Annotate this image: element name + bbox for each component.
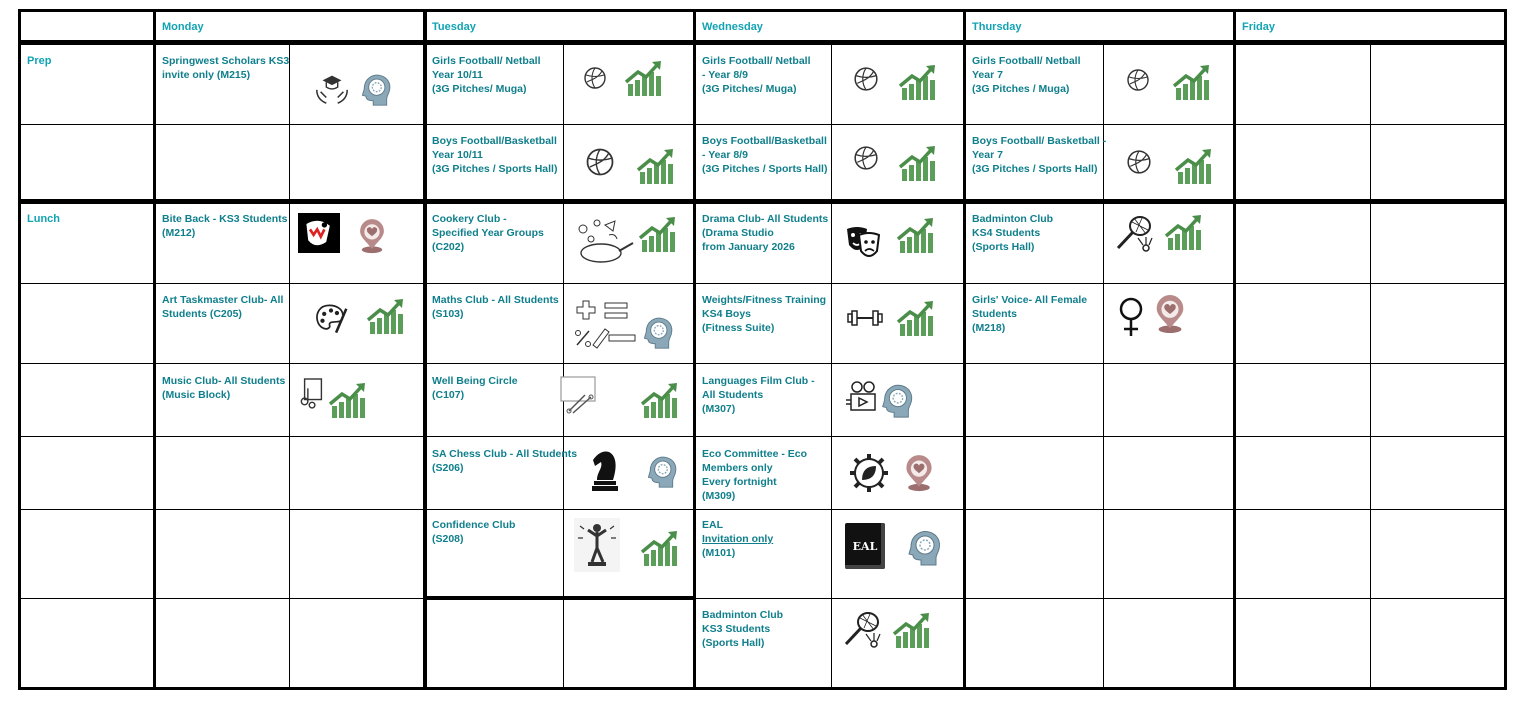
- eal-book-label: EAL: [852, 539, 878, 553]
- eal-book-icon: [844, 522, 886, 570]
- female-symbol-icon: [1116, 296, 1146, 338]
- head-brain-icon: [356, 70, 394, 108]
- wednesday-lunch-activity-5-room: (M101): [702, 547, 736, 559]
- badminton-icon: [1112, 212, 1156, 256]
- heart-pin-icon: [1150, 294, 1190, 336]
- monday-lunch-activity-3: Music Club- All Students (Music Block): [162, 375, 286, 401]
- growth-chart-icon: [636, 146, 676, 186]
- cookery-icon: [574, 214, 636, 268]
- growth-chart-icon: [640, 528, 680, 568]
- growth-chart-icon: [896, 298, 936, 338]
- heart-pin-icon: [900, 454, 938, 494]
- monday-lunch-activity-1: Bite Back - KS3 Students (M212): [162, 213, 288, 239]
- wednesday-lunch-activity-5-link[interactable]: Invitation only: [702, 533, 774, 545]
- monday-prep-activity: Springwest Scholars KS3 invite only (M215): [162, 55, 290, 81]
- music-notes-icon: [298, 376, 328, 410]
- growth-chart-icon: [898, 143, 938, 183]
- header-tuesday: Tuesday: [432, 21, 476, 33]
- header-thursday: Thursday: [972, 21, 1022, 33]
- header-monday: Monday: [162, 21, 204, 33]
- eco-gear-icon: [848, 452, 890, 494]
- growth-chart-icon: [328, 380, 368, 420]
- wednesday-lunch-activity-4: Eco Committee - Eco Members only Every fortnight (M309): [702, 448, 808, 502]
- netball-icon: [583, 66, 607, 90]
- growth-chart-icon: [366, 296, 406, 336]
- thursday-prep-activity-2: Boys Football/ Basketball - Year 7 (3G Pitches / Sports Hall): [972, 135, 1107, 175]
- tuesday-lunch-activity-5: Confidence Club (S208): [432, 519, 516, 545]
- maths-symbols-icon: [572, 294, 638, 356]
- wellbeing-tools-icon: [558, 375, 600, 415]
- tuesday-lunch-activity-3: Well Being Circle (C107): [432, 375, 518, 401]
- scholar-hands-icon: [312, 68, 352, 108]
- wednesday-lunch-activity-6: Badminton Club KS3 Students (Sports Hall): [702, 609, 784, 649]
- badminton-icon: [840, 608, 884, 652]
- wednesday-lunch-activity-3: Languages Film Club - All Students (M307): [702, 375, 815, 415]
- growth-chart-icon: [1164, 212, 1204, 252]
- head-brain-icon: [876, 380, 916, 420]
- football-icon: [1126, 149, 1152, 175]
- head-brain-icon: [638, 313, 676, 351]
- growth-chart-icon: [624, 58, 664, 98]
- confidence-pose-icon: [574, 518, 620, 572]
- wednesday-lunch-activity-1: Drama Club- All Students (Drama Studio from January 2026: [702, 213, 829, 253]
- header-wednesday: Wednesday: [702, 21, 763, 33]
- dumbbell-icon: [846, 308, 884, 328]
- growth-chart-icon: [638, 214, 678, 254]
- thursday-lunch-activity-2: Girls' Voice- All Female Students (M218): [972, 294, 1088, 334]
- netball-icon: [853, 66, 879, 92]
- row-label-lunch: Lunch: [27, 213, 60, 225]
- monday-lunch-activity-2: Art Taskmaster Club- All Students (C205): [162, 294, 284, 320]
- head-brain-icon: [902, 526, 944, 568]
- growth-chart-icon: [1172, 62, 1212, 102]
- tuesday-prep-activity-1: Girls Football/ Netball Year 10/11 (3G Pitches/ Muga): [432, 55, 541, 95]
- wednesday-lunch-activity-2: Weights/Fitness Training KS4 Boys (Fitness Suite): [702, 294, 827, 334]
- netball-icon: [1126, 68, 1150, 92]
- growth-chart-icon: [896, 215, 936, 255]
- row-label-prep: Prep: [27, 55, 52, 67]
- chess-knight-icon: [590, 448, 620, 492]
- tuesday-prep-activity-2: Boys Football/Basketball Year 10/11 (3G Pitches / Sports Hall): [432, 135, 558, 175]
- drama-masks-icon: [842, 222, 884, 262]
- bite-back-icon: [298, 213, 340, 253]
- wednesday-lunch-activity-5-title: EAL: [702, 519, 723, 531]
- tuesday-lunch-activity-4: SA Chess Club - All Students (S206): [432, 448, 578, 474]
- tuesday-lunch-activity-1: Cookery Club - Specified Year Groups (C202): [432, 213, 544, 253]
- heart-pin-icon: [354, 218, 390, 256]
- wednesday-prep-activity-2: Boys Football/Basketball - Year 8/9 (3G Pitches / Sports Hall): [702, 135, 828, 175]
- thursday-prep-activity-1: Girls Football/ Netball Year 7 (3G Pitches / Muga): [972, 55, 1081, 95]
- growth-chart-icon: [898, 62, 938, 102]
- growth-chart-icon: [892, 610, 932, 650]
- football-icon: [853, 145, 879, 171]
- tuesday-lunch-activity-2: Maths Club - All Students (S103): [432, 294, 559, 320]
- football-icon: [585, 147, 615, 177]
- growth-chart-icon: [1174, 146, 1214, 186]
- thursday-lunch-activity-1: Badminton Club KS4 Students (Sports Hall): [972, 213, 1054, 253]
- wednesday-prep-activity-1: Girls Football/ Netball - Year 8/9 (3G Pitches/ Muga): [702, 55, 811, 95]
- growth-chart-icon: [640, 380, 680, 420]
- head-brain-icon: [642, 452, 680, 490]
- palette-icon: [312, 301, 350, 337]
- header-friday: Friday: [1242, 21, 1276, 33]
